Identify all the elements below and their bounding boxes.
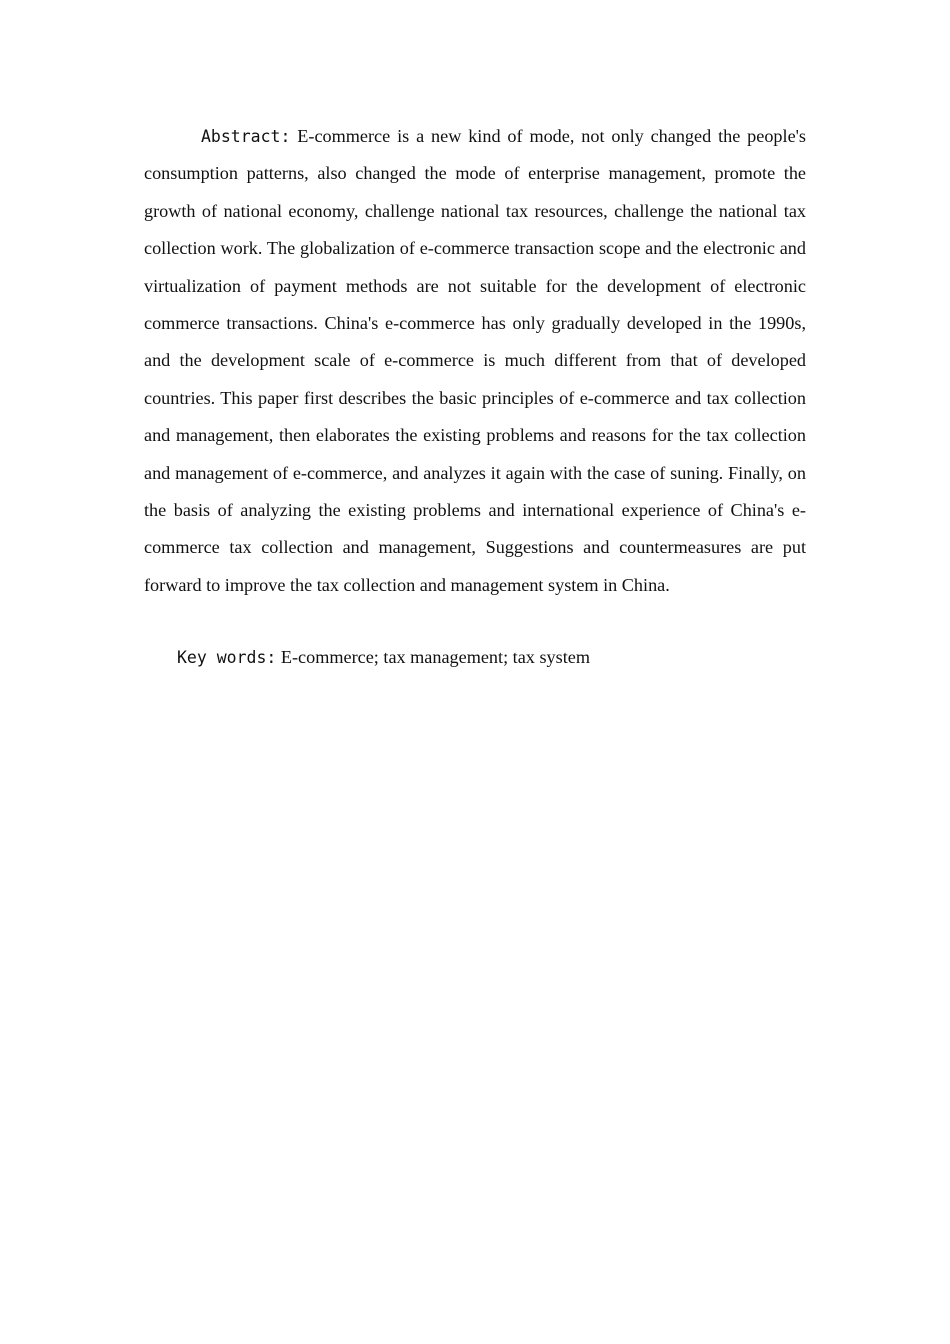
keywords-paragraph (177, 643, 806, 672)
abstract-paragraph (144, 118, 806, 604)
keywords-text: E-commerce; tax management; tax system (280, 647, 590, 667)
keywords-label: Key words: (177, 648, 277, 667)
abstract-label: Abstract: (201, 127, 291, 146)
abstract-text: E-commerce is a new kind of mode, not only changed the people's consumption patterns, also changed the mode of enterprise management, promote the growth of national economy, challenge national tax resources, challenge the national tax collection work. The globalization of e-commerce transaction scope and the electronic and virtualization of payment methods are not suitable for the development of electronic commerce transactions. China's e-commerce has only gradually developed in the 1990s, and the development scale of e-commerce is much different from that of developed countries. This paper first describes the basic principles of e-commerce and tax collection and management, then elaborates the existing problems and reasons for the tax collection and management of e-commerce, and analyzes it again with the case of suning. Finally, on the basis of analyzing the existing problems and international experience of China's e-commerce tax collection and management, Suggestions and countermeasures are put forward to improve the tax collection and management system in China. (144, 126, 806, 595)
